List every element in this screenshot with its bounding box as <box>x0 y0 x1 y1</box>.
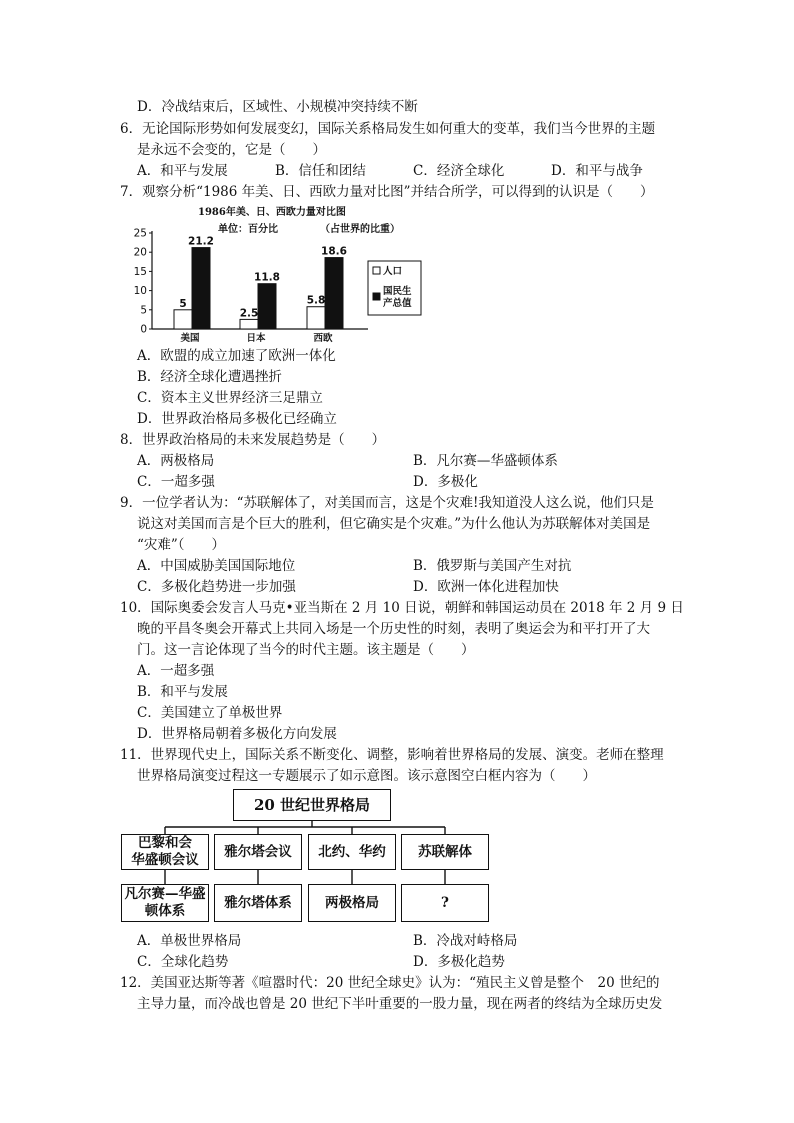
q9-stem-3: “灾难”（ ） <box>137 537 226 553</box>
q7-stem: 7．观察分析“1986 年美、日、西欧力量对比图”并结合所学，可以得到的认识是（ ） <box>120 184 654 200</box>
q11-stem-1: 11．世界现代史上，国际关系不断变化、调整，影响着世界格局的发展、演变。老师在整理 <box>120 747 664 763</box>
q12-stem-2: 主导力量，而冷战也曾是 20 世纪下半叶重要的一股力量，现在两者的终结为全球历史发 <box>137 996 663 1012</box>
q5-option-d: D．冷战结束后，区域性、小规模冲突持续不断 <box>137 99 418 115</box>
diagram-bottom-3 <box>308 884 396 922</box>
q7-option-d: D．世界政治格局多极化已经确立 <box>137 411 337 427</box>
q6-option-d: D．和平与战争 <box>551 163 643 179</box>
chart-title: 1986年美、日、西欧力量对比图 <box>198 207 346 218</box>
diagram-top-1-line1: 巴黎和会 <box>138 835 192 851</box>
data-label: 5.8 <box>306 294 326 307</box>
q11-option-d: D．多极化趋势 <box>413 954 505 970</box>
y-tick-label: 0 <box>140 323 147 336</box>
q8-option-a: A．两极格局 <box>137 453 215 469</box>
q6-option-c: C．经济全球化 <box>413 163 505 179</box>
q6-stem-2: 是永远不会变的，它是（ ） <box>137 142 326 158</box>
q8-option-c: C．一超多强 <box>137 474 215 490</box>
y-tick-label: 10 <box>133 285 147 298</box>
diagram-top-4-label: 苏联解体 <box>418 843 472 860</box>
diagram-top-2 <box>214 834 302 870</box>
diagram-bottom-1-line1: 凡尔赛—华盛 <box>124 886 206 902</box>
q10-stem-3: 门。这一言论体现了当今的时代主题。该主题是（ ） <box>137 642 475 658</box>
q6-option-a: A．和平与发展 <box>137 163 228 179</box>
diagram-bottom-2-label: 雅尔塔体系 <box>224 894 292 911</box>
q9-option-c: C．多极化趋势进一步加强 <box>137 579 296 595</box>
q11-stem-2: 世界格局演变过程这一专题展示了如示意图。该示意图空白框内容为（ ） <box>137 768 596 784</box>
category-label: 美国 <box>180 333 200 344</box>
q7-option-c: C．资本主义世界经济三足鼎立 <box>137 390 323 406</box>
category-label: 日本 <box>246 333 266 344</box>
diagram-bottom-4-label: ? <box>441 894 449 911</box>
diagram-top-3-label: 北约、华约 <box>318 843 386 860</box>
chart-unit: 单位：百分比 <box>218 224 278 235</box>
legend-label: 人口 <box>383 266 403 277</box>
q6-stem-1: 6．无论国际形势如何发展变幻，国际关系格局发生如何重大的变革，我们当今世界的主题 <box>120 121 656 137</box>
diagram-root <box>233 789 391 821</box>
legend-label: 国民生 <box>383 286 412 297</box>
q10-stem-2: 晚的平昌冬奥会开幕式上共同入场是一个历史性的时刻，表明了奥运会为和平打开了大 <box>137 621 650 637</box>
q9-stem-1: 9．一位学者认为：“苏联解体了，对美国而言，这是个灾难!我知道没人这么说，他们只是 <box>120 495 654 511</box>
q10-option-c: C．美国建立了单极世界 <box>137 705 283 721</box>
q10-option-a: A．一超多强 <box>137 663 215 679</box>
q11-option-b: B．冷战对峙格局 <box>413 933 518 949</box>
diagram-bottom-1-line2: 顿体系 <box>144 903 186 919</box>
q12-stem-1: 12．美国亚达斯等著《喧嚣时代：20 世纪全球史》认为：“殖民主义曾是整个 20 世纪的 <box>120 975 660 991</box>
data-label: 21.2 <box>188 235 214 248</box>
q10-option-b: B．和平与发展 <box>137 684 228 700</box>
q9-stem-2: 说这对美国而言是个巨大的胜利，但它确实是个灾难。”为什么他认为苏联解体对美国是 <box>137 516 651 532</box>
y-tick-label: 15 <box>133 265 147 278</box>
q9-option-d: D．欧洲一体化进程加快 <box>413 579 559 595</box>
q11-option-a: A．单极世界格局 <box>137 933 242 949</box>
q9-option-b: B．俄罗斯与美国产生对抗 <box>413 558 572 574</box>
legend-label: 产总值 <box>383 298 412 309</box>
q10-option-d: D．世界格局朝着多极化方向发展 <box>137 726 337 742</box>
q8-stem: 8．世界政治格局的未来发展趋势是（ ） <box>120 432 386 448</box>
q6-option-b: B．信任和团结 <box>275 163 366 179</box>
category-label: 西欧 <box>313 333 333 344</box>
q11-option-c: C．全球化趋势 <box>137 954 229 970</box>
q9-option-a: A．中国威胁美国国际地位 <box>137 558 296 574</box>
diagram-root-label: 20 世纪世界格局 <box>253 795 371 814</box>
diagram-bottom-4 <box>401 884 489 922</box>
diagram-top-3 <box>308 834 396 870</box>
diagram-bottom-1 <box>121 884 209 922</box>
y-tick-label: 25 <box>133 227 147 240</box>
data-label: 11.8 <box>254 271 280 284</box>
chart-note: （占世界的比重） <box>320 224 400 235</box>
data-label: 5 <box>179 297 187 310</box>
y-tick-label: 5 <box>140 304 147 317</box>
diagram-top-1 <box>121 834 209 870</box>
diagram-bottom-2 <box>214 884 302 922</box>
q7-option-a: A．欧盟的成立加速了欧洲一体化 <box>137 348 336 364</box>
y-tick-label: 20 <box>133 246 147 259</box>
diagram-top-1-line2: 华盛顿会议 <box>131 852 199 868</box>
q8-option-d: D．多极化 <box>413 474 478 490</box>
q7-option-b: B．经济全球化遭遇挫折 <box>137 369 282 385</box>
data-label: 18.6 <box>321 245 347 258</box>
diagram-bottom-3-label: 两极格局 <box>325 894 379 911</box>
diagram-top-2-label: 雅尔塔会议 <box>224 843 292 860</box>
data-label: 2.5 <box>239 307 259 320</box>
q10-stem-1: 10．国际奥委会发言人马克•亚当斯在 2 月 10 日说，朝鲜和韩国运动员在 2018 年 2 月 9 日 <box>120 600 684 616</box>
q8-option-b: B．凡尔赛—华盛顿体系 <box>413 453 558 469</box>
diagram-top-4 <box>401 834 489 870</box>
